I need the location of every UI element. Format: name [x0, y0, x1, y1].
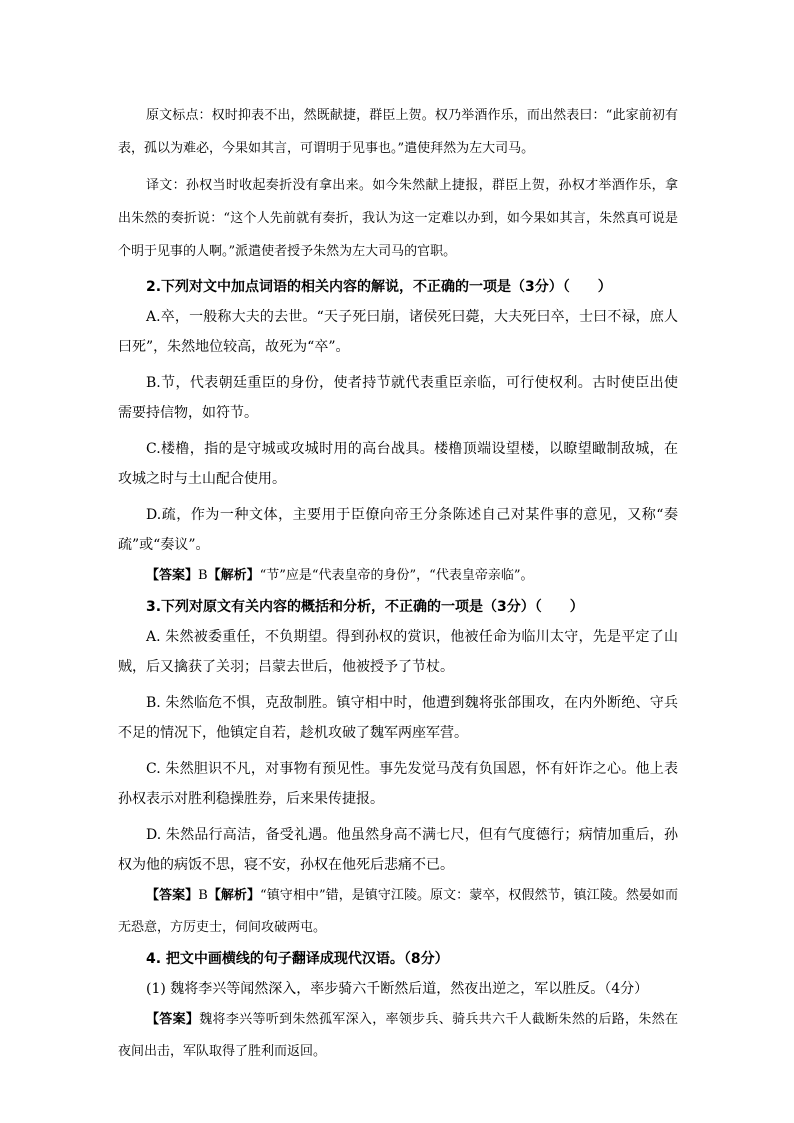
question-4-stem: 4. 把文中画横线的句子翻译成现代汉语。（8分） [146, 951, 449, 967]
question-3-option-b: B. 朱然临危不惧，克敌制胜。镇守相中时，他遭到魏将张郃围攻，在内外断绝、守兵不足的情况下，他镇定自若，趁机攻破了魏军两座军营。 [118, 695, 678, 741]
question-2-stem: 2.下列对文中加点词语的相关内容的解说，不正确的一项是（3分）（ ） [146, 279, 612, 295]
translation-text: 孙权当时收起奏折没有拿出来。如今朱然献上捷报，群臣上贺，孙权才举酒作乐，拿出朱然的奏折说：“这个人先前就有奏折，我认为这一定难以办到，如今果如其言，朱然真可说是个明于见事的人啊。”派遣使者授予朱然为左大司马的官职。 [118, 178, 678, 259]
question-4-answer [118, 1004, 678, 1068]
analysis-tag: 【解析】 [207, 888, 261, 903]
analysis-text: “镇守相中”错，是镇守江陵。原文：蒙卒，权假然节，镇江陵。然晏如而无恐意，方厉吏士，伺间攻破两屯。 [118, 888, 678, 935]
answer-text: 魏将李兴等听到朱然孤军深入，率领步兵、骑兵共六千人截断朱然的后路，朱然在夜间出击，军队取得了胜利而返回。 [118, 1012, 678, 1059]
question-2-option-d: D.疏，作为一种文体，主要用于臣僚向帝王分条陈述自己对某件事的意见，又称“奏疏”或“奏议”。 [118, 507, 678, 553]
answer-tag: 【答案】 [146, 1012, 200, 1027]
question-3-option-a: A. 朱然被委重任，不负期望。得到孙权的赏识，他被任命为临川太守，先是平定了山贼，后又擒获了关羽；吕蒙去世后，他被授予了节杖。 [118, 629, 678, 675]
question-2-option-a: A.卒，一般称大夫的去世。“天子死曰崩，诸侯死曰薨，大夫死曰卒，士曰不禄，庶人曰死”，朱然地位较高，故死为“卒”。 [118, 309, 678, 355]
original-punctuation [118, 99, 678, 165]
original-label: 原文标点： [146, 108, 212, 123]
analysis-tag: 【解析】 [207, 568, 260, 583]
question-2-option-b: B.节，代表朝廷重臣的身份，使者持节就代表重臣亲临，可行使权利。古时使臣出使需要持信物，如符节。 [118, 375, 678, 421]
answer-tag: 【答案】 [146, 568, 199, 583]
answer-letter: B [198, 568, 208, 583]
document-content [118, 99, 678, 1068]
question-2-answer [118, 560, 678, 592]
question-3-stem: 3.下列对原文有关内容的概括和分析，不正确的一项是（3分）（ ） [146, 599, 584, 615]
question-4-sentence-1: (1) 魏将李兴等闻然深入，率步骑六千断然后道，然夜出逆之，军以胜反。（4分） [146, 981, 649, 997]
answer-tag: 【答案】 [146, 888, 199, 903]
question-3-answer [118, 880, 678, 944]
translation-paragraph [118, 169, 678, 268]
analysis-text: “节”应是“代表皇帝的身份”，“代表皇帝亲临”。 [259, 568, 534, 583]
question-2-option-c: C.楼橹，指的是守城或攻城时用的高台战具。楼橹顶端设望楼，以瞭望瞰制敌城，在攻城之时与土山配合使用。 [118, 441, 678, 487]
original-text: 权时抑表不出，然既献捷，群臣上贺。权乃举酒作乐，而出然表曰：“此家前初有表，孤以为难必，今果如其言，可谓明于见事也。”遣使拜然为左大司马。 [118, 108, 678, 156]
answer-letter: B [198, 888, 208, 903]
question-3-option-c: C. 朱然胆识不凡，对事物有预见性。事先发觉马茂有负国恩，怀有奸诈之心。他上表孙权表示对胜利稳操胜券，后来果传捷报。 [118, 761, 678, 807]
translation-label: 译文： [146, 178, 186, 193]
question-3-option-d: D. 朱然品行高洁，备受礼遇。他虽然身高不满七尺，但有气度德行；病情加重后，孙权为他的病饭不思，寝不安，孙权在他死后悲痛不已。 [118, 827, 678, 873]
